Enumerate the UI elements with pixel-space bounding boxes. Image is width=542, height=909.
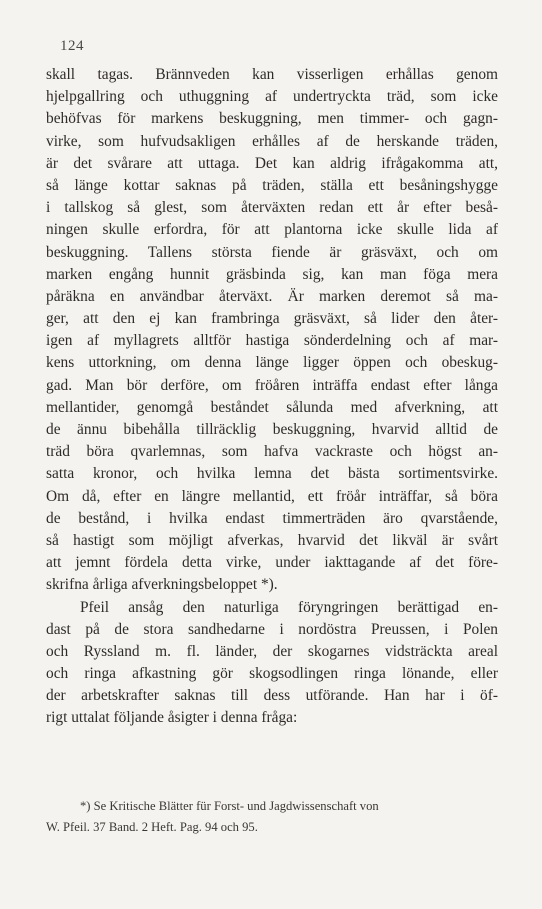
text-line: de bestånd, i hvilka endast timmerträden äro qvarstående, (46, 509, 498, 527)
text-line: hjelpgallring och uthuggning af undertryckta träd, som icke (46, 88, 498, 106)
text-line: gad. Man bör derföre, om fröåren inträffa endast efter långa (46, 376, 498, 394)
footnote-line: W. Pfeil. 37 Band. 2 Heft. Pag. 94 och 95. (46, 820, 258, 834)
text-line: så hastigt som möjligt afverkas, hvarvid det likväl är svårt (46, 531, 498, 549)
text-line: i tallskog så glest, som återväxten redan ett år efter beså- (46, 199, 498, 217)
footnote (46, 796, 498, 838)
text-line: ningen skulle erfordra, för att plantorna icke skulle lida af (46, 221, 498, 239)
paragraph-start-line: Pfeil ansåg den naturliga föryngringen berättigad en- (80, 598, 498, 616)
text-line: skall tagas. Brännveden kan visserligen erhållas genom (46, 66, 498, 83)
text-line: mellantider, genomgå beståndet sålunda med afverkning, att (46, 398, 498, 416)
text-line: de ännu bibehålla tillräcklig beskuggning, hvarvid alltid de (46, 421, 498, 438)
text-line: så länge kottar saknas på träden, ställa ett besåningshygge (46, 176, 498, 194)
text-line: Om då, efter en längre mellantid, ett fröår inträffar, så böra (46, 487, 498, 505)
text-line: behöfvas för markens beskuggning, men timmer- och gagn- (46, 110, 498, 128)
text-line: rigt uttalat följande åsigter i denna fråga: (46, 709, 298, 727)
text-line: virke, som hufvudsakligen erhålles af de herskande träden, (46, 132, 498, 150)
page-number: 124 (60, 38, 84, 54)
text-line: träd böra qvarlemnas, som hafva vackraste och högst an- (46, 443, 498, 461)
text-line: kens uttorkning, om denna länge ligger öppen och obeskug- (46, 354, 498, 372)
text-line: ger, att den ej kan frambringa gräsväxt, så lider den åter- (46, 310, 498, 328)
text-line: beskuggning. Tallens största fiende är gräsväxt, och om (46, 243, 498, 261)
text-line: och ringa afkastning gör skogsodlingen ringa lönande, eller (46, 665, 498, 683)
text-line: dast på de stora sandhedarne i nordöstra Preussen, i Polen (46, 620, 498, 638)
body-text (46, 64, 498, 730)
text-line: påräkna en användbar återväxt. Är marken deremot så ma- (46, 287, 498, 305)
text-line: och Ryssland m. fl. länder, der skogarnes vidsträckta areal (46, 642, 498, 660)
text-line: marken engång hunnit gräsbinda sig, kan man föga mera (46, 265, 498, 283)
footnote-line: *) Se Kritische Blätter für Forst- und Jagdwissenschaft von (80, 799, 379, 813)
text-line: der arbetskrafter saknas till dess utförande. Han har i öf- (46, 687, 498, 705)
text-line: igen af myllagrets alltför hastiga sönderdelning och af mar- (46, 332, 498, 350)
text-line: att jemnt fördela detta virke, under iakttagande af det före- (46, 554, 498, 572)
text-line: satta kronor, och hvilka lemna det bästa sortimentsvirke. (46, 465, 498, 483)
text-line: är det svårare att uttaga. Det kan aldrig ifrågakomma att, (46, 154, 498, 172)
text-line: skrifna årliga afverkningsbeloppet *). (46, 576, 278, 594)
